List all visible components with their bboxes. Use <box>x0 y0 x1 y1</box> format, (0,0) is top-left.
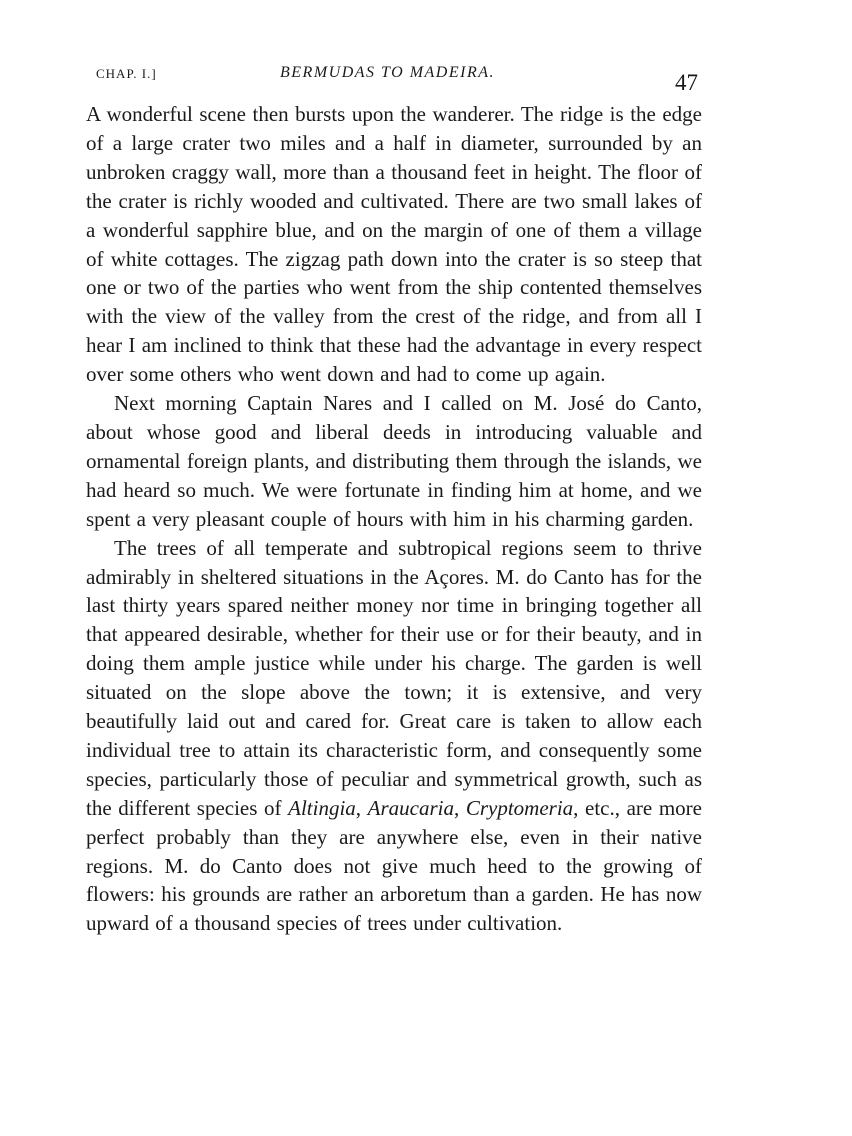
chapter-marker: CHAP. I.] <box>96 66 157 81</box>
species-altingia: Altingia <box>288 795 356 820</box>
paragraph-3 <box>86 534 702 939</box>
separator-1: , <box>355 795 368 820</box>
paragraph-3-text-b: , etc., are more perfect probably than they are anywhere else, even in their native regions. M. do Canto does not give much heed to the growing of flowers: his grounds are rather an arboretum than a garden. He has now upward of a thousand species of trees under cultivation. <box>86 795 702 936</box>
separator-2: , <box>453 795 466 820</box>
paragraph-3-text-a: The trees of all temperate and subtropical regions seem to thrive admirably in sheltered situations in the Açores. M. do Canto has for the last thirty years spared neither money nor time in bringing together all that appeared desirable, whether for their use or for their beauty, and in doing them ample justice while under his charge. The garden is well situated on the slope above the town; it is extensive, and very beautifully laid out and cared for. Great care is taken to allow each individual tree to attain its characteristic form, and consequently some species, particularly those of peculiar and symmetrical growth, such as the different species of <box>86 535 702 820</box>
body-text <box>86 100 702 938</box>
paragraph-1: A wonderful scene then bursts upon the wanderer. The ridge is the edge of a large crater two miles and a half in diameter, surrounded by an unbroken craggy wall, more than a thousand feet in height. The floor of the crater is richly wooded and cultivated. There are two small lakes of a wonderful sapphire blue, and on the margin of one of them a village of white cottages. The zigzag path down into the crater is so steep that one or two of the parties who went from the ship contented themselves with the view of the valley from the crest of the ridge, and from all I hear I am inclined to think that these had the advantage in every respect over some others who went down and had to come up again. <box>86 102 702 387</box>
paragraph-2: Next morning Captain Nares and I called on M. José do Canto, about whose good and liberal deeds in introducing valuable and ornamental foreign plants, and distributing them through the islands, we had heard so much. We were fortunate in finding him at home, and we spent a very pleasant couple of hours with him in his charming garden. <box>86 391 702 531</box>
running-head <box>86 60 702 100</box>
running-title: BERMUDAS TO MADEIRA. <box>280 64 495 81</box>
page-number: 47 <box>675 70 698 95</box>
species-cryptomeria: Cryptomeria <box>465 795 574 820</box>
book-page <box>86 60 702 938</box>
species-araucaria: Araucaria <box>367 795 454 820</box>
